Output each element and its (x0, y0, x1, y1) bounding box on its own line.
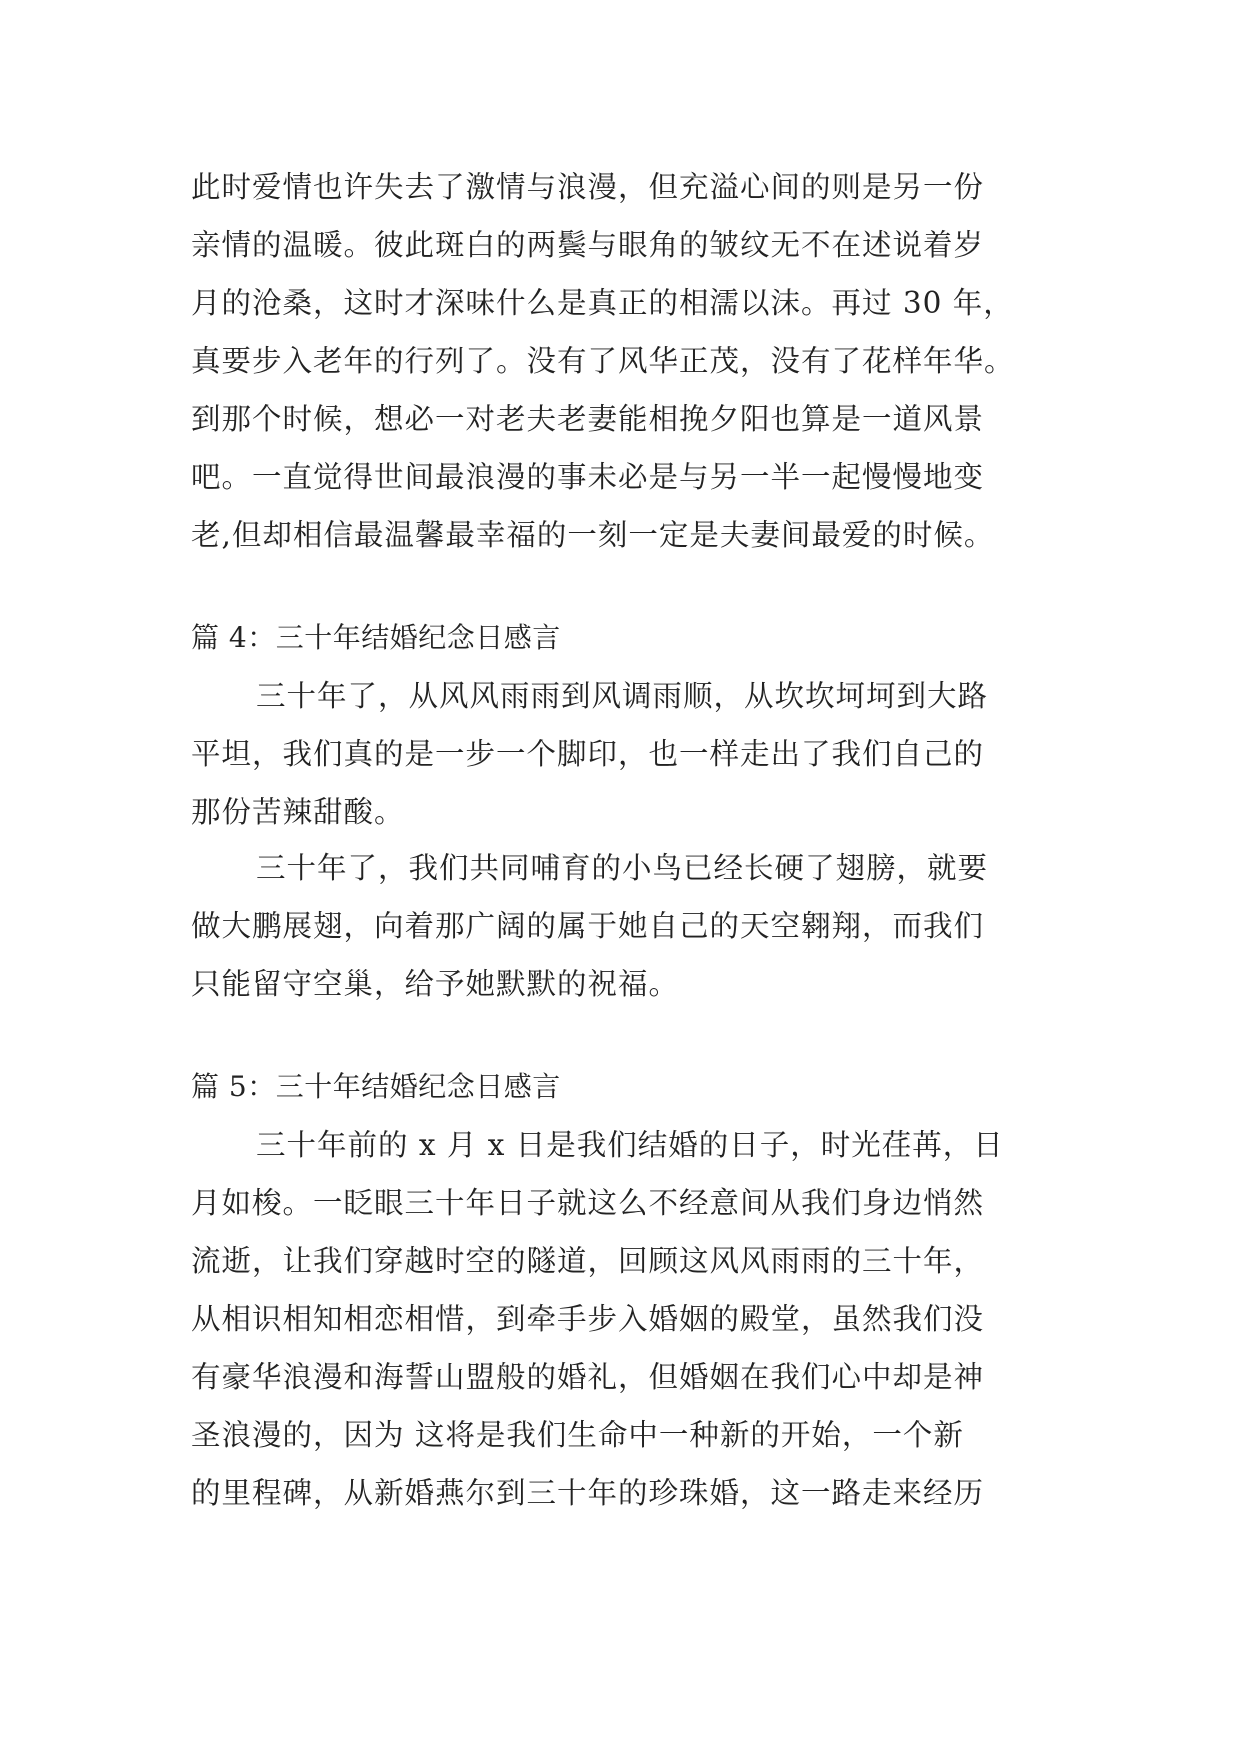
paragraph-line: 此时爱情也许失去了激情与浪漫，但充溢心间的则是另一份 (191, 170, 985, 204)
paragraph-line: 做大鹏展翅，向着那广阔的属于她自己的天空翱翔，而我们 (191, 909, 985, 943)
paragraph-line: 有豪华浪漫和海誓山盟般的婚礼，但婚姻在我们心中却是神 (191, 1360, 985, 1394)
section-heading: 篇 5：三十年结婚纪念日感言 (191, 1070, 561, 1103)
paragraph-line: 三十年了，我们共同哺育的小鸟已经长硬了翅膀，就要 (256, 851, 989, 885)
paragraph-line: 老,但却相信最温馨最幸福的一刻一定是夫妻间最爱的时候。 (191, 518, 995, 552)
paragraph-line: 月的沧桑，这时才深味什么是真正的相濡以沫。再过 30 年， (191, 286, 1014, 320)
paragraph-line: 真要步入老年的行列了。没有了风华正茂，没有了花样年华。 (191, 344, 1015, 378)
paragraph-line: 平坦，我们真的是一步一个脚印，也一样走出了我们自己的 (191, 737, 985, 771)
paragraph-line: 吧。一直觉得世间最浪漫的事未必是与另一半一起慢慢地变 (191, 460, 985, 494)
paragraph-line: 月如梭。一眨眼三十年日子就这么不经意间从我们身边悄然 (191, 1186, 985, 1220)
paragraph-line: 的里程碑，从新婚燕尔到三十年的珍珠婚，这一路走来经历 (191, 1476, 985, 1510)
paragraph-line: 流逝，让我们穿越时空的隧道，回顾这风风雨雨的三十年， (191, 1244, 985, 1278)
paragraph-line: 只能留守空巢，给予她默默的祝福。 (191, 967, 680, 1001)
paragraph-line: 三十年了，从风风雨雨到风调雨顺，从坎坎坷坷到大路 (256, 679, 989, 713)
paragraph-line: 圣浪漫的，因为 这将是我们生命中一种新的开始，一个新 (191, 1418, 964, 1452)
paragraph-line: 亲情的温暖。彼此斑白的两鬓与眼角的皱纹无不在述说着岁 (191, 228, 985, 262)
paragraph-line: 从相识相知相恋相惜，到牵手步入婚姻的殿堂，虽然我们没 (191, 1302, 985, 1336)
paragraph-line: 到那个时候，想必一对老夫老妻能相挽夕阳也算是一道风景 (191, 402, 985, 436)
section-heading: 篇 4：三十年结婚纪念日感言 (191, 621, 561, 654)
paragraph-line: 三十年前的 x 月 x 日是我们结婚的日子，时光荏苒，日 (256, 1128, 1004, 1162)
paragraph-line: 那份苦辣甜酸。 (191, 795, 405, 829)
